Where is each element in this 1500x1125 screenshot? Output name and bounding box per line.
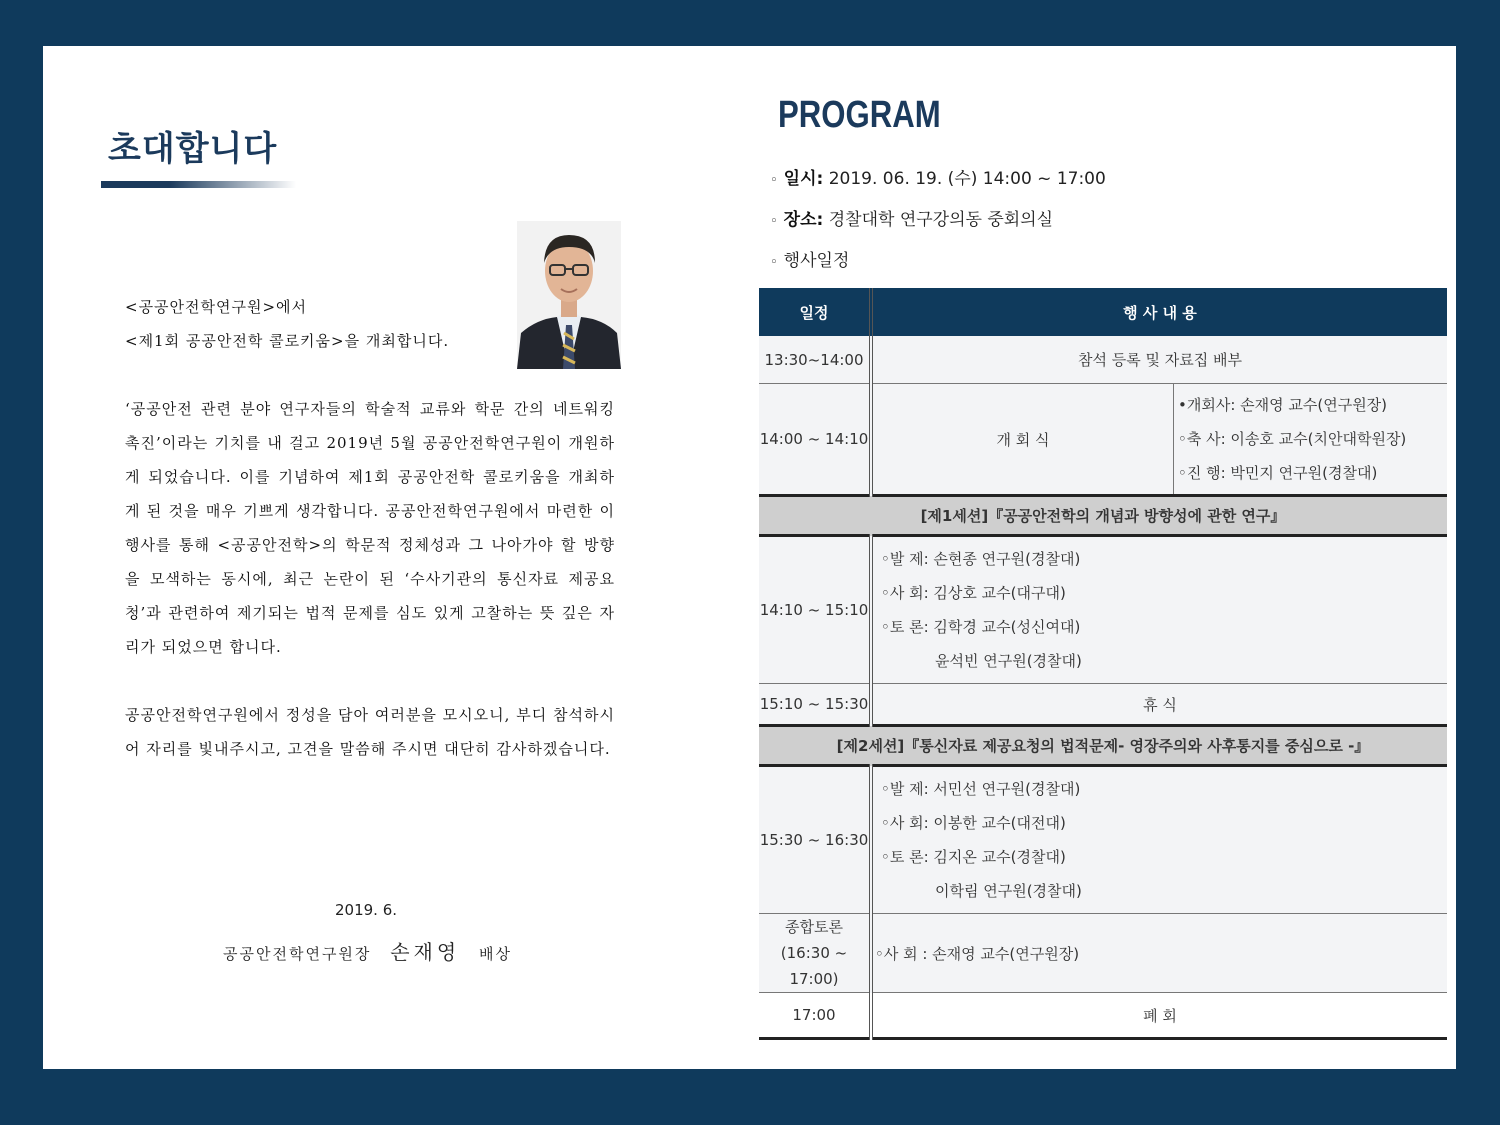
discussion-label: 종합토론 [785, 918, 843, 936]
title-underline [101, 181, 296, 188]
row-time: 14:10 ~ 15:10 [759, 536, 871, 684]
session-1-header [759, 496, 1447, 536]
schedule-row-closing [759, 993, 1447, 1039]
program-title: PROGRAM [778, 94, 941, 136]
schedule-label-text: 행사일정 [783, 251, 850, 271]
header-time: 일정 [759, 288, 871, 336]
schedule-row-session-2 [759, 766, 1447, 914]
schedule-label: ◦ 행사일정 [770, 251, 850, 271]
schedule-row-break [759, 684, 1447, 726]
session-1-detail: ◦사 회: 김상호 교수(대구대) [881, 584, 1066, 602]
signature-name: 손재영 [390, 940, 461, 964]
header-content: 행 사 내 용 [871, 288, 1447, 336]
event-place: ◦ 장소: 경찰대학 연구강의동 중회의실 [770, 210, 1054, 230]
row-content: 개 회 식 [871, 384, 1174, 496]
schedule-table [759, 288, 1447, 1040]
intro-line-1: <공공안전학연구원>에서 [125, 298, 308, 316]
session-1-detail: ◦토 론: 김학경 교수(성신여대) [881, 618, 1081, 636]
session-2-detail: ◦사 회: 이봉한 교수(대전대) [881, 814, 1066, 832]
schedule-row-registration [759, 336, 1447, 384]
session-1-title: [제1세션]『공공안전학의 개념과 방향성에 관한 연구』 [759, 496, 1447, 536]
session-2-header [759, 726, 1447, 766]
row-time: 17:00 [759, 993, 871, 1039]
session-2-detail: ◦발 제: 서민선 연구원(경찰대) [881, 780, 1081, 798]
row-content: 참석 등록 및 자료집 배부 [871, 336, 1447, 384]
session-2-title: [제2세션]『통신자료 제공요청의 법적문제- 영장주의와 사후통지를 중심으로 -』 [759, 726, 1447, 766]
opening-detail-1: •개회사: 손재영 교수(연구원장) [1178, 396, 1388, 414]
event-date-label: 일시: [783, 169, 824, 189]
signature-line [223, 936, 512, 965]
schedule-row-session-1 [759, 536, 1447, 684]
signature-suffix: 배상 [478, 945, 512, 963]
schedule-row-discussion [759, 914, 1447, 993]
row-content: 폐 회 [871, 993, 1447, 1039]
intro-line-2: <제1회 공공안전학 콜로키움>을 개최합니다. [125, 332, 450, 350]
event-place-value: 경찰대학 연구강의동 중회의실 [828, 210, 1054, 230]
session-2-detail: 이학림 연구원(경찰대) [935, 882, 1082, 900]
invitation-letter [125, 290, 615, 766]
row-time: 15:10 ~ 15:30 [759, 684, 871, 726]
schedule-row-opening [759, 384, 1447, 496]
session-1-details [871, 536, 1447, 684]
opening-details [1174, 384, 1448, 496]
event-place-label: 장소: [783, 210, 824, 230]
row-time: 15:30 ~ 16:30 [759, 766, 871, 914]
event-date: ◦ 일시: 2019. 06. 19. (수) 14:00 ~ 17:00 [770, 169, 1106, 189]
letter-date: 2019. 6. [335, 901, 398, 919]
schedule-header-row [759, 288, 1447, 336]
row-content: 휴 식 [871, 684, 1447, 726]
letter-paragraph-2: 공공안전학연구원에서 정성을 담아 여러분을 모시오니, 부디 참석하시어 자리를 빛내주시고, 고견을 말씀해 주시면 대단히 감사하겠습니다. [125, 706, 615, 758]
event-date-value: 2019. 06. 19. (수) 14:00 ~ 17:00 [828, 169, 1106, 189]
discussion-time: (16:30 ~ 17:00) [780, 944, 848, 988]
letter-paragraph-1: ‘공공안전 관련 분야 연구자들의 학술적 교류와 학문 간의 네트워킹 촉진’이라는 기치를 내 걸고 2019년 5월 공공안전학연구원이 개원하게 되었습니다. 이를 기념하여 제1회 공공안전학 콜로키움을 개최하게 된 것을 매우 기쁘게 생각합니다. 공공안전학연구원에서 마련한 이 행사를 통해 <공공안전학>의 학문적 정체성과 그 나아가야 할 방향을 모색하는 동시에, 최근 논란이 된 ‘수사기관의 통신자료 제공요청’과 관련하여 제기되는 법적 문제를 심도 있게 고찰하는 뜻 깊은 자리가 되었으면 합니다. [125, 400, 615, 656]
row-time: 13:30~14:00 [759, 336, 871, 384]
invite-title: 초대합니다 [108, 129, 278, 169]
row-time [759, 914, 871, 993]
session-2-detail: ◦토 론: 김지온 교수(경찰대) [881, 848, 1066, 866]
opening-detail-2: ◦축 사: 이송호 교수(치안대학원장) [1178, 430, 1407, 448]
session-2-details [871, 766, 1447, 914]
session-1-detail: ◦발 제: 손현종 연구원(경찰대) [881, 550, 1081, 568]
row-content: ◦사 회 : 손재영 교수(연구원장) [871, 914, 1447, 993]
opening-detail-3: ◦진 행: 박민지 연구원(경찰대) [1178, 464, 1378, 482]
brochure-page [43, 46, 1456, 1069]
signature-title: 공공안전학연구원장 [223, 945, 372, 963]
session-1-detail: 윤석빈 연구원(경찰대) [935, 652, 1082, 670]
row-time: 14:00 ~ 14:10 [759, 384, 871, 496]
